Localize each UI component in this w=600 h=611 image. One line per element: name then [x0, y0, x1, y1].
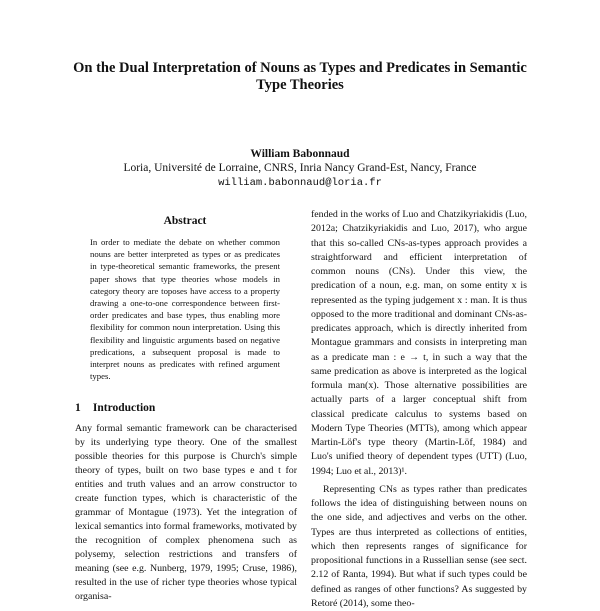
section-heading: [75, 402, 295, 414]
paper-title: On the Dual Interpretation of Nouns as Types and Predicates in Semantic Type Theories: [73, 60, 527, 93]
author-name: William Babonnaud: [250, 148, 350, 160]
introduction-text: Any formal semantic framework can be characterised by its underlying type theory. One of the smallest possible theories for this purpose is Church's simple theory of types, built on two base types e and t for entities and truth values and an arrow constructor to create function types, which is characteristic of the grammar of Montague (1973). Yet the integration of lexical semantics into formal frameworks, motivated by the recognition of complex phenomena such as polysemy, selection restrictions and transfers of meaning (see e.g. Nunberg, 1979, 1995; Cruse, 1986), resulted in the use of richer type theories whose typical organisa-: [75, 423, 297, 602]
author-email: william.babonnaud@loria.fr: [218, 177, 382, 189]
right-column: [311, 208, 527, 611]
abstract-heading: Abstract: [163, 215, 207, 227]
author-affiliation: Loria, Université de Lorraine, CNRS, Inria Nancy Grand-Est, Nancy, France: [123, 162, 477, 174]
abstract-text: In order to mediate the debate on whether common nouns are better interpreted as types or as predicates in type-theoretical semantic frameworks, the present paper shows that type theories whose models in category theory are toposes have access to a property drawing a one-to-one correspondence between first-order predicates and base types, thus enabling more flexibility for common noun interpretation. Using this flexibility and linguistic arguments based on negative predications, a subsequent proposal is made to interpret nouns as predicates with refined argument types.: [90, 237, 280, 382]
author-block: [60, 147, 540, 190]
section-number: 1: [75, 402, 81, 414]
right-column-paragraph-1: fended in the works of Luo and Chatzikyriakidis (Luo, 2012a; Chatzikyriakidis and Luo, 2017), who argue that this so-called CNs-as-types approach provides a straightforward and efficient interpretation of common nouns (CNs). Under this view, the predication of a noun, e.g. man, on some entity x is represented as the typing judgement x : man. It is thus opposed to the more traditional and dominant CNs-as-predicates approach, which is directly inherited from Montague grammars and consists in interpreting man as a predicate man : e → t, in such a way that the same predication as above is interpreted as the logical formula man(x). Those alternative possibilities are actually parts of a larger conceptual shift from classical predicate calculus to systems based on Modern Type Theories (MTTs), among which appear Martin-Löf's type theory (Martin-Löf, 1984) and Luo's unified theory of dependent types (UTT) (Luo, 1994; Luo et al., 2013)¹.: [311, 209, 527, 477]
section-title: Introduction: [92, 402, 156, 414]
right-column-paragraph-2: Representing CNs as types rather than predicates follows the idea of distinguishing between nouns on the one side, and adjectives and verbs on the other. Types are thus interpreted as collections of entities, which then represents ranges of significance for propositional functions in a Russellian sense (see sect. 2.12 of Ranta, 1994). But what if such types could be defined as ranges of other functions? As suggested by Retoré (2014), some theo-: [311, 483, 527, 609]
